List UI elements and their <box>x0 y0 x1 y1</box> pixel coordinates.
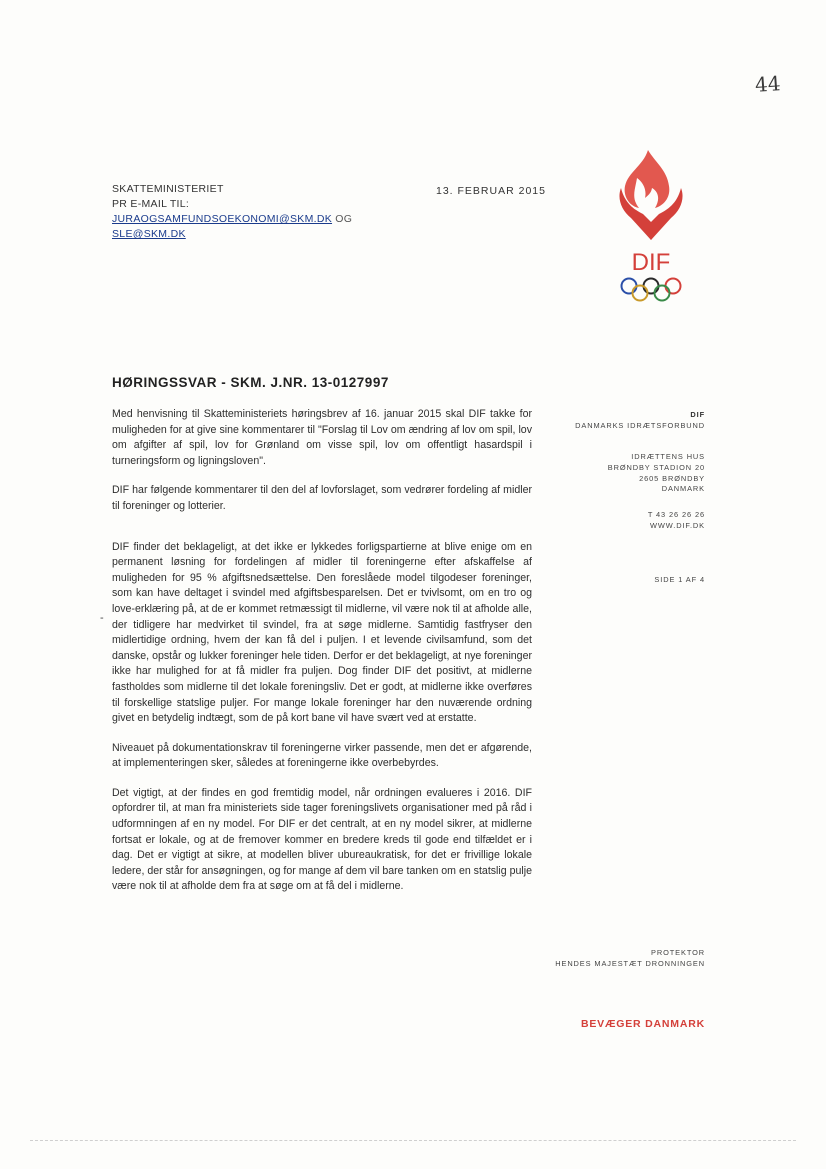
sidebar-organisation <box>485 410 705 432</box>
address-line: 2605 BRØNDBY <box>639 473 705 483</box>
margin-mark: - <box>100 612 104 624</box>
recipient-email-1[interactable]: JURAOGSAMFUNDSOEKONOMI@SKM.DK <box>112 213 333 225</box>
paragraph-scope: DIF har følgende kommentarer til den del af lovforslaget, som vedrører fordeling af midler til foreninger og lotterier. <box>112 484 532 512</box>
dif-logo <box>611 148 691 308</box>
sidebar-address <box>485 452 705 495</box>
footer-divider <box>30 1140 796 1141</box>
letter-date: 13. FEBRUAR 2015 <box>436 185 546 197</box>
recipient-conjunction: OG <box>335 213 353 225</box>
sidebar-org-short: DIF <box>690 410 705 419</box>
sidebar-website[interactable]: WWW.DIF.DK <box>650 520 705 530</box>
sidebar-contact <box>485 510 705 532</box>
paragraph-documentation: Niveauet på dokumentationskrav til foreningerne virker passende, men det er afgørende, at implementeringen sker, således at foreningerne ikke overbebyrdes. <box>112 741 532 770</box>
sidebar-protector <box>485 948 705 970</box>
slogan: BEVÆGER DANMARK <box>580 1018 705 1030</box>
logo-text: DIF <box>631 249 671 276</box>
protector-title: PROTEKTOR <box>651 948 705 957</box>
sidebar-org-full: DANMARKS IDRÆTSFORBUND <box>575 420 705 430</box>
address-line: DANMARK <box>661 484 705 494</box>
address-line: IDRÆTTENS HUS <box>631 452 705 461</box>
sidebar-page-indicator: SIDE 1 AF 4 <box>654 575 705 584</box>
handwritten-page-number: 44 <box>754 71 782 97</box>
address-line: BRØNDBY STADION 20 <box>607 462 705 472</box>
sidebar-phone: T 43 26 26 26 <box>647 510 705 519</box>
protector-name: HENDES MAJESTÆT DRONNINGEN <box>555 958 705 968</box>
dif-flame-logo-icon <box>611 148 691 308</box>
paragraph-future-model: Det vigtigt, at der findes en god fremtidig model, når ordningen evalueres i 2016. DIF opfordrer til, at man fra ministeriets side tager foreningslivets organisationer med på råd i udformningen af en ny model. For DIF er det centralt, at en ny model sikrer, at midlerne fortsat er lokale, og at de fremover kommer en bredere kreds til gode end tilfældet er i dag. Det er vigtigt at sikre, at modellen bliver ubureaukratisk, for det er frivillige lokale ledere, der står for ansøgningen, og for mange af dem vil bare tanken om en statslig pulje være nok til at afholde dem fra at søge om at få del i midlerne. <box>112 786 532 893</box>
paragraph-criticism: DIF finder det beklageligt, at det ikke er lykkedes forligspartierne at blive enige om en permanent løsning for fordelingen af midler til foreningerne efter afskaffelse af muligheden for 95 % afgiftsnedsættelse. Den foreslåede model tilgodeser foreninger, som kan have deltaget i svindel med afgiftsbesparelsen. Det er tvivlsomt, om en tro og love-erklæring på, at de er kommet retmæssigt til midlerne, vil være nok til at afholde alle, der tidligere har medvirket til svindel, fra at søge midlerne. Samtidig fastfryser den midlertidige ordning, hvem der kan få del i puljen. I et levende civilsamfund, som det danske, opstår og lukker foreninger hele tiden. Derfor er det beklageligt, at nye foreninger ikke har mulighed for at få midler fra puljen. Dog finder DIF det positivt, at midlerne fastholdes som midlerne til det lokale foreningsliv. Det er godt, at midlerne ikke overføres til forskellige statslige puljer. For mange lokale foreninger har den nuværende ordning givet en betydelig indtægt, som de på kort bane vil have svært ved at erstatte. <box>112 540 532 725</box>
letter-body <box>112 407 532 911</box>
recipient-block <box>112 182 352 242</box>
recipient-email-2[interactable]: SLE@SKM.DK <box>112 228 186 240</box>
recipient-name: SKATTEMINISTERIET <box>112 183 224 195</box>
letter-subject: HØRINGSSVAR - SKM. J.NR. 13-0127997 <box>112 375 389 390</box>
recipient-via: PR E-MAIL TIL: <box>112 198 190 210</box>
paragraph-intro: Med henvisning til Skatteministeriets høringsbrev af 16. januar 2015 skal DIF takke for muligheden for at give sine kommentarer til "Forslag til Lov om ændring af lov om spil, lov om afgifter af spil, lov for Grønland om visse spil, lov om offentligt hasardspil i turneringsform og ligningsloven". <box>112 408 532 467</box>
